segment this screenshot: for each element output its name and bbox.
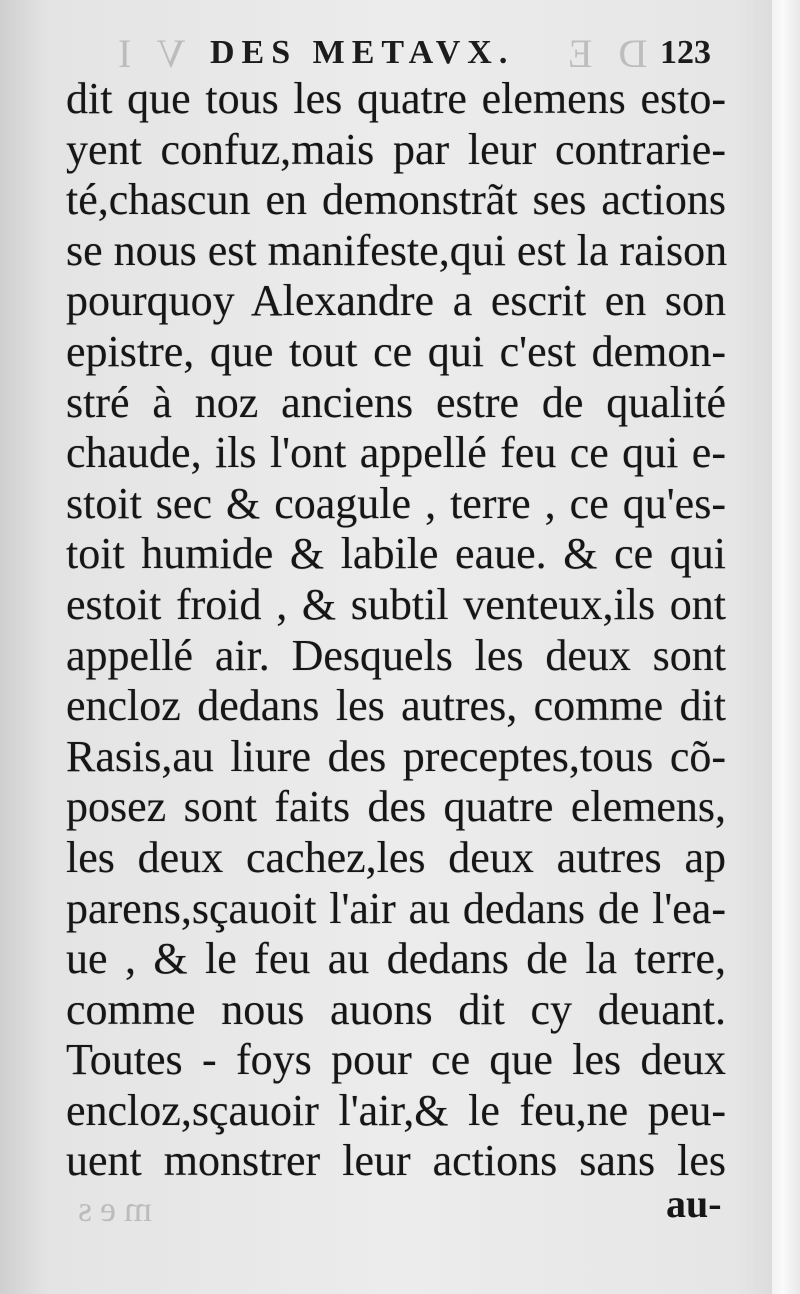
text-line: chaude, ils l'ont appellé feu ce qui e- <box>66 428 726 478</box>
text-line: epistre, que tout ce qui c'est demon- <box>66 326 726 376</box>
text-line: stoit sec & coagule , terre , ce qu'es- <box>66 478 726 528</box>
text-line: té,chascun en demonstrãt ses actions <box>66 175 726 225</box>
text-line: encloz,sçauoir l'air,& le feu,ne peu- <box>66 1085 726 1135</box>
text-line: Toutes - foys pour ce que les deux <box>66 1035 726 1085</box>
text-line: posez sont faits des quatre elemens, <box>66 782 726 832</box>
bleed-through-text-bottom: mes <box>70 1189 152 1229</box>
text-line: se nous est manifeste,qui est la raison <box>66 225 728 275</box>
text-line: dit que tous les quatre elemens esto- <box>66 74 726 123</box>
text-line: encloz dedans les autres, comme dit <box>66 681 726 731</box>
text-line: toit humide & labile eaue. & ce qui <box>66 529 726 579</box>
page-edge <box>772 0 800 1294</box>
text-line: yent confuz,mais par leur contrarie- <box>66 124 726 174</box>
text-line: pourquoy Alexandre a escrit en son <box>66 276 726 326</box>
text-line: estoit froid , & subtil venteux,ils ont <box>66 579 726 629</box>
text-line: les deux cachez,les deux autres ap <box>66 832 726 882</box>
text-line: Rasis,au liure des preceptes,tous cõ- <box>66 731 726 781</box>
text-line: appellé air. Desquels les deux sont <box>66 630 726 680</box>
body-text <box>66 74 726 1187</box>
page-header <box>0 34 760 78</box>
catchword: au- <box>666 1181 722 1226</box>
text-line: uent monstrer leur actions sans les <box>66 1136 726 1186</box>
text-line: comme nous auons dit cy deuant. <box>66 984 726 1034</box>
text-line: ue , & le feu au dedans de la terre, <box>66 934 726 984</box>
bleed-through-text-top-left: V I <box>110 31 186 76</box>
running-head: DES METAVX. <box>210 34 515 71</box>
page-number: 123 <box>660 34 711 71</box>
text-line: parens,sçauoit l'air au dedans de l'ea- <box>66 883 726 933</box>
text-line: stré à noz anciens estre de qualité <box>66 377 726 427</box>
bleed-through-text-top-right: D E <box>560 31 648 76</box>
